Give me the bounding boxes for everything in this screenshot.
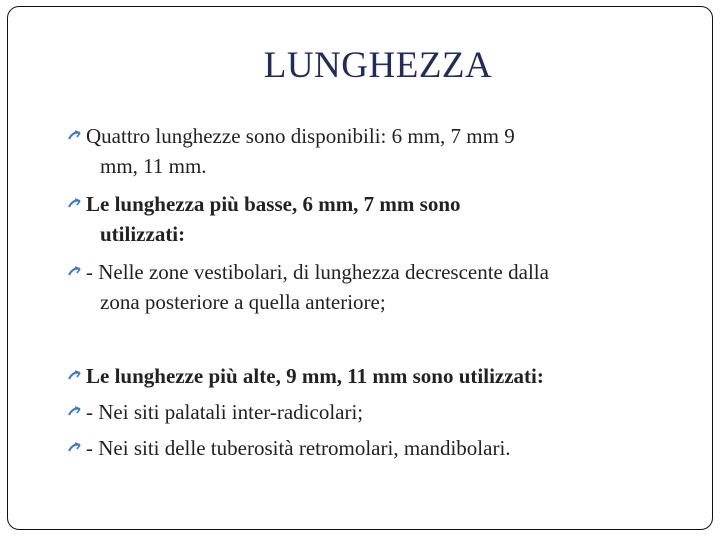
bullet-text-line-1: - Nei siti palatali inter-radicolari; [86,400,364,424]
bullet-text-line-1: - Nei siti delle tuberosità retromolari, mandibolari. [86,436,511,460]
curved-arrow-bullet-icon [68,130,82,142]
curved-arrow-bullet-icon [68,198,82,210]
bullet-text-line-2: zona posteriore a quella anteriore; [100,290,386,314]
bullet-text-line-2: utilizzati: [100,222,186,246]
bullet-item-2 [82,189,682,249]
bullet-text-line-1: Le lunghezza più basse, 6 mm, 7 mm sono [86,192,461,216]
bullet-item-4 [82,361,682,391]
curved-arrow-bullet-icon [68,266,82,278]
bullet-item-3 [82,257,682,317]
bullet-item-5 [82,397,682,427]
bullet-text-line-1: - Nelle zone vestibolari, di lunghezza decrescente dalla [86,260,549,284]
bullet-item-1 [82,121,682,181]
curved-arrow-bullet-icon [68,406,82,418]
bullet-item-6 [82,433,682,463]
bullet-text-line-2: mm, 11 mm. [100,154,207,178]
curved-arrow-bullet-icon [68,370,82,382]
bullet-text-line-1: Quattro lunghezze sono disponibili: 6 mm, 7 mm 9 [86,124,515,148]
slide-title: LUNGHEZZA [263,45,493,86]
bullet-text-line-1: Le lunghezze più alte, 9 mm, 11 mm sono utilizzati: [86,364,544,388]
curved-arrow-bullet-icon [68,442,82,454]
